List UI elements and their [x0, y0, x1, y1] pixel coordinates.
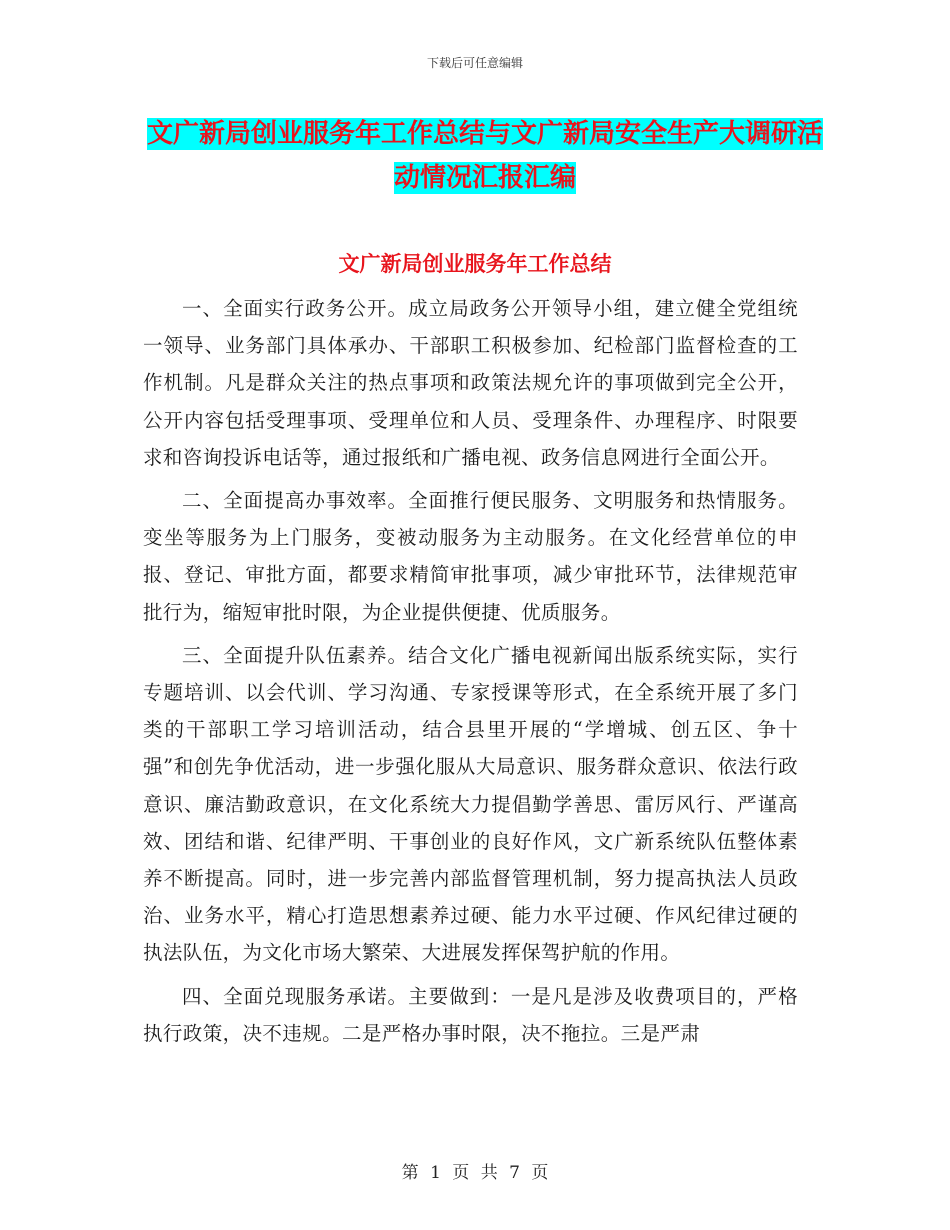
document-title-text: 文广新局创业服务年工作总结与文广新局安全生产大调研活动情况汇报汇编: [146, 119, 823, 193]
document-title: [140, 112, 830, 200]
paragraph-1: 一、全面实行政务公开。成立局政务公开领导小组，建立健全党组统一领导、业务部门具体承办、干部职工积极参加、纪检部门监督检查的工作机制。凡是群众关注的热点事项和政策法规允许的事项做到完全公开，公开内容包括受理事项、受理单位和人员、受理条件、办理程序、时限要求和咨询投诉电话等，通过报纸和广播电视、政务信息网进行全面公开。: [143, 297, 798, 469]
section-title: 文广新局创业服务年工作总结: [338, 252, 612, 276]
page-number-footer: 第 1 页 共 7 页: [401, 1163, 549, 1183]
page-header-note: 下载后可任意编辑: [426, 56, 523, 70]
document-body: [143, 290, 798, 1058]
paragraph-2: 二、全面提高办事效率。全面推行便民服务、文明服务和热情服务。变坐等服务为上门服务，变被动服务为主动服务。在文化经营单位的申报、登记、审批方面，都要求精简审批事项，减少审批环节，法律规范审批行为，缩短审批时限，为企业提供便捷、优质服务。: [143, 489, 798, 624]
paragraph-4: 四、全面兑现服务承诺。主要做到：一是凡是涉及收费项目的，严格执行政策，决不违规。二是严格办事时限，决不拖拉。三是严肃: [143, 984, 798, 1045]
paragraph-3: 三、全面提升队伍素养。结合文化广播电视新闻出版系统实际，实行专题培训、以会代训、学习沟通、专家授课等形式，在全系统开展了多门类的干部职工学习培训活动，结合县里开展的“学增城、创五区、争十强”和创先争优活动，进一步强化服从大局意识、服务群众意识、依法行政意识、廉洁勤政意识，在文化系统大力提倡勤学善思、雷厉风行、严谨高效、团结和谐、纪律严明、干事创业的良好作风，文广新系统队伍整体素养不断提高。同时，进一步完善内部监督管理机制，努力提高执法人员政治、业务水平，精心打造思想素养过硬、能力水平过硬、作风纪律过硬的执法队伍，为文化市场大繁荣、大进展发挥保驾护航的作用。: [143, 643, 798, 965]
